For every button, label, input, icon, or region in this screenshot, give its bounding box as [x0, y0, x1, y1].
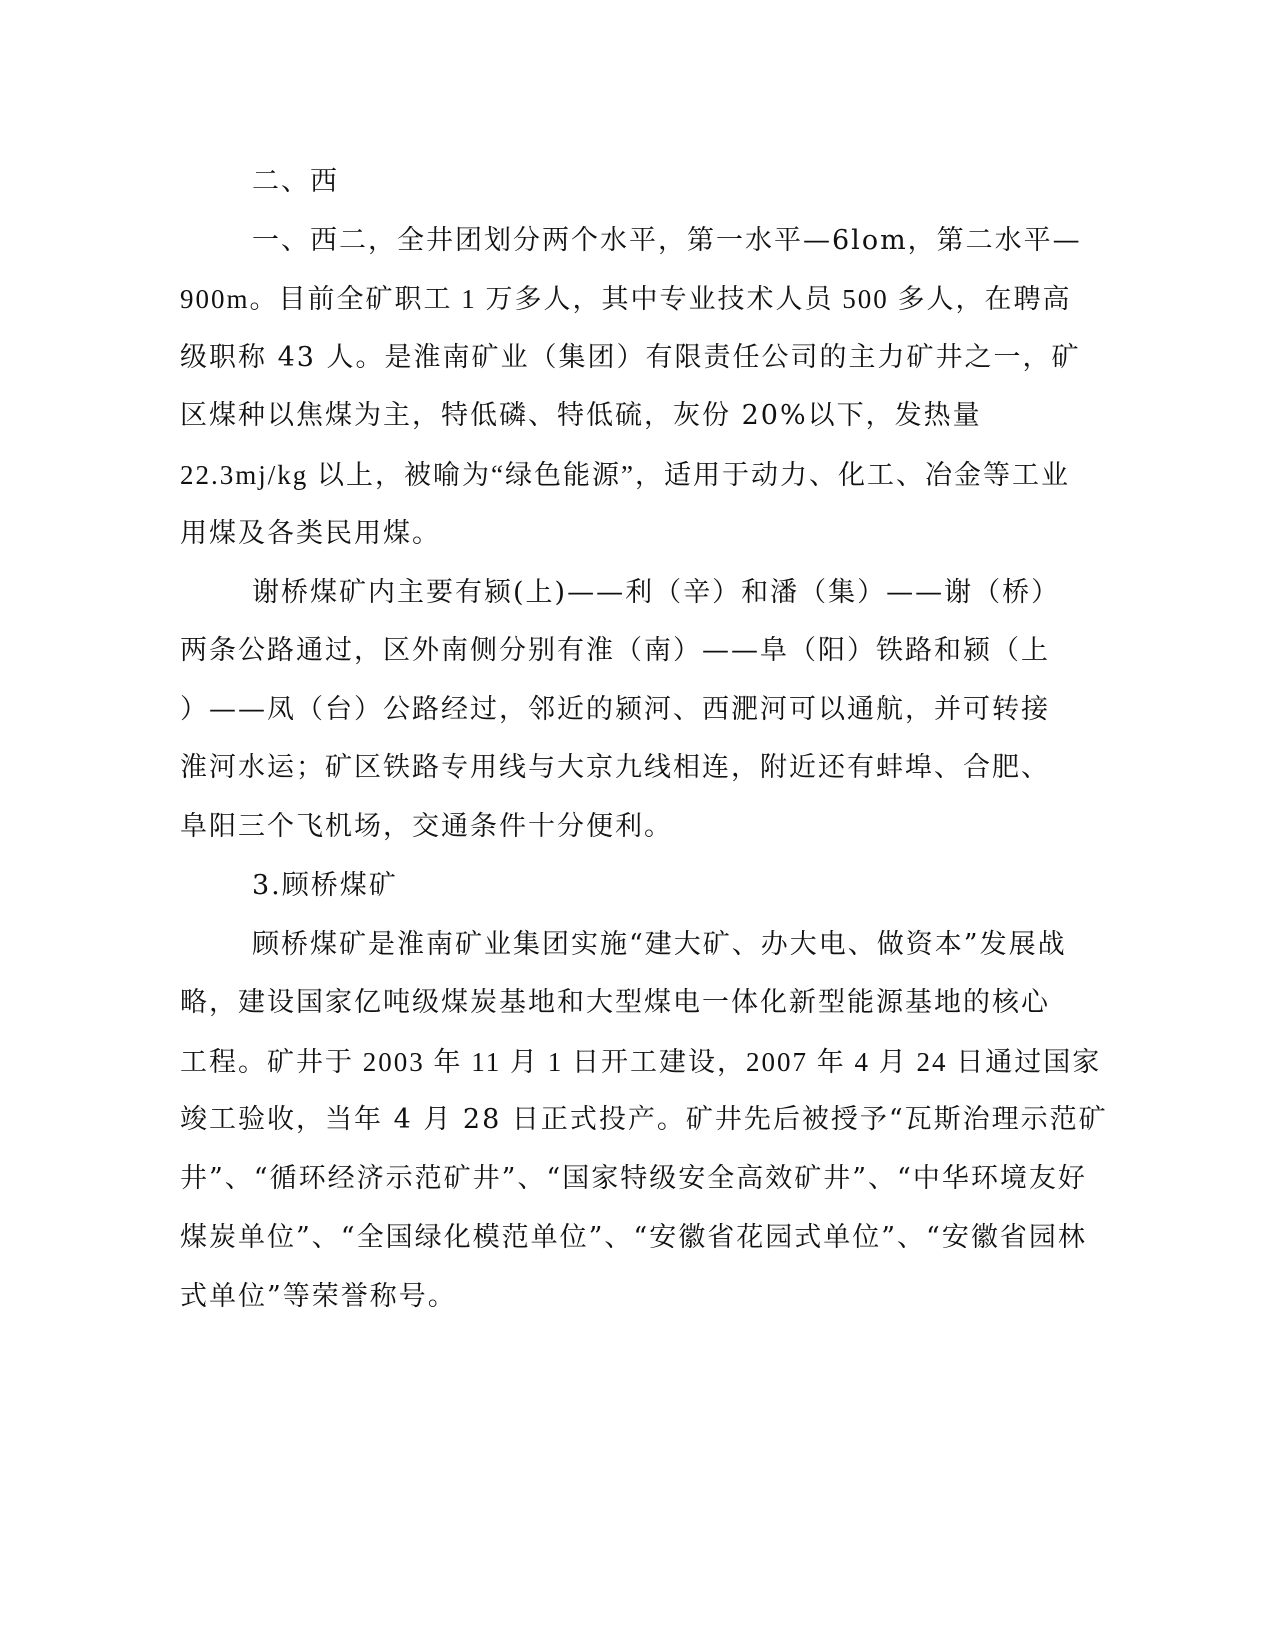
paragraph-line: 两条公路通过，区外南侧分别有淮（南）——阜（阳）铁路和颍（上 [180, 635, 1050, 666]
paragraph-line: 用煤及各类民用煤。 [180, 518, 441, 549]
paragraph-line: 级职称 43 人。是淮南矿业（集团）有限责任公司的主力矿井之一，矿 [180, 342, 1081, 373]
paragraph-line: 略，建设国家亿吨级煤炭基地和大型煤电一体化新型能源基地的核心 [180, 987, 1050, 1018]
paragraph-line: 22.3mj/kg 以上，被喻为“绿色能源”，适用于动力、化工、冶金等工业 [180, 460, 1070, 490]
paragraph-line: 井”、“循环经济示范矿井”、“国家特级安全高效矿井”、“中华环境友好 [180, 1163, 1087, 1194]
paragraph-line: 谢桥煤矿内主要有颍(上)——利（辛）和潘（集）——谢（桥） [252, 577, 1061, 608]
paragraph-line: ）——凤（台）公路经过，邻近的颍河、西淝河可以通航，并可转接 [180, 694, 1050, 725]
paragraph-line: 式单位”等荣誉称号。 [180, 1281, 457, 1312]
paragraph-line: 900m。目前全矿职工 1 万多人，其中专业技术人员 500 多人，在聘高 [180, 284, 1072, 314]
paragraph-line: 阜阳三个飞机场，交通条件十分便利。 [180, 811, 673, 842]
paragraph-line: 一、西二，全井团划分两个水平，第一水平—6lom，第二水平— [252, 225, 1082, 256]
paragraph-line: 淮河水运；矿区铁路专用线与大京九线相连，附近还有蚌埠、合肥、 [180, 752, 1050, 783]
paragraph-line: 工程。矿井于 2003 年 11 月 1 日开工建设，2007 年 4 月 24 日通过国家 [180, 1047, 1102, 1077]
paragraph-line: 区煤种以焦煤为主，特低磷、特低硫，灰份 20%以下，发热量 [180, 400, 982, 431]
section-heading: 二、西 [252, 166, 339, 197]
paragraph-line: 竣工验收，当年 4 月 28 日正式投产。矿井先后被授予“瓦斯治理示范矿 [180, 1104, 1108, 1135]
subsection-heading: 3.顾桥煤矿 [252, 870, 398, 901]
paragraph-line: 煤炭单位”、“全国绿化模范单位”、“安徽省花园式单位”、“安徽省园林 [180, 1222, 1087, 1253]
paragraph-line: 顾桥煤矿是淮南矿业集团实施“建大矿、办大电、做资本”发展战 [252, 929, 1067, 960]
